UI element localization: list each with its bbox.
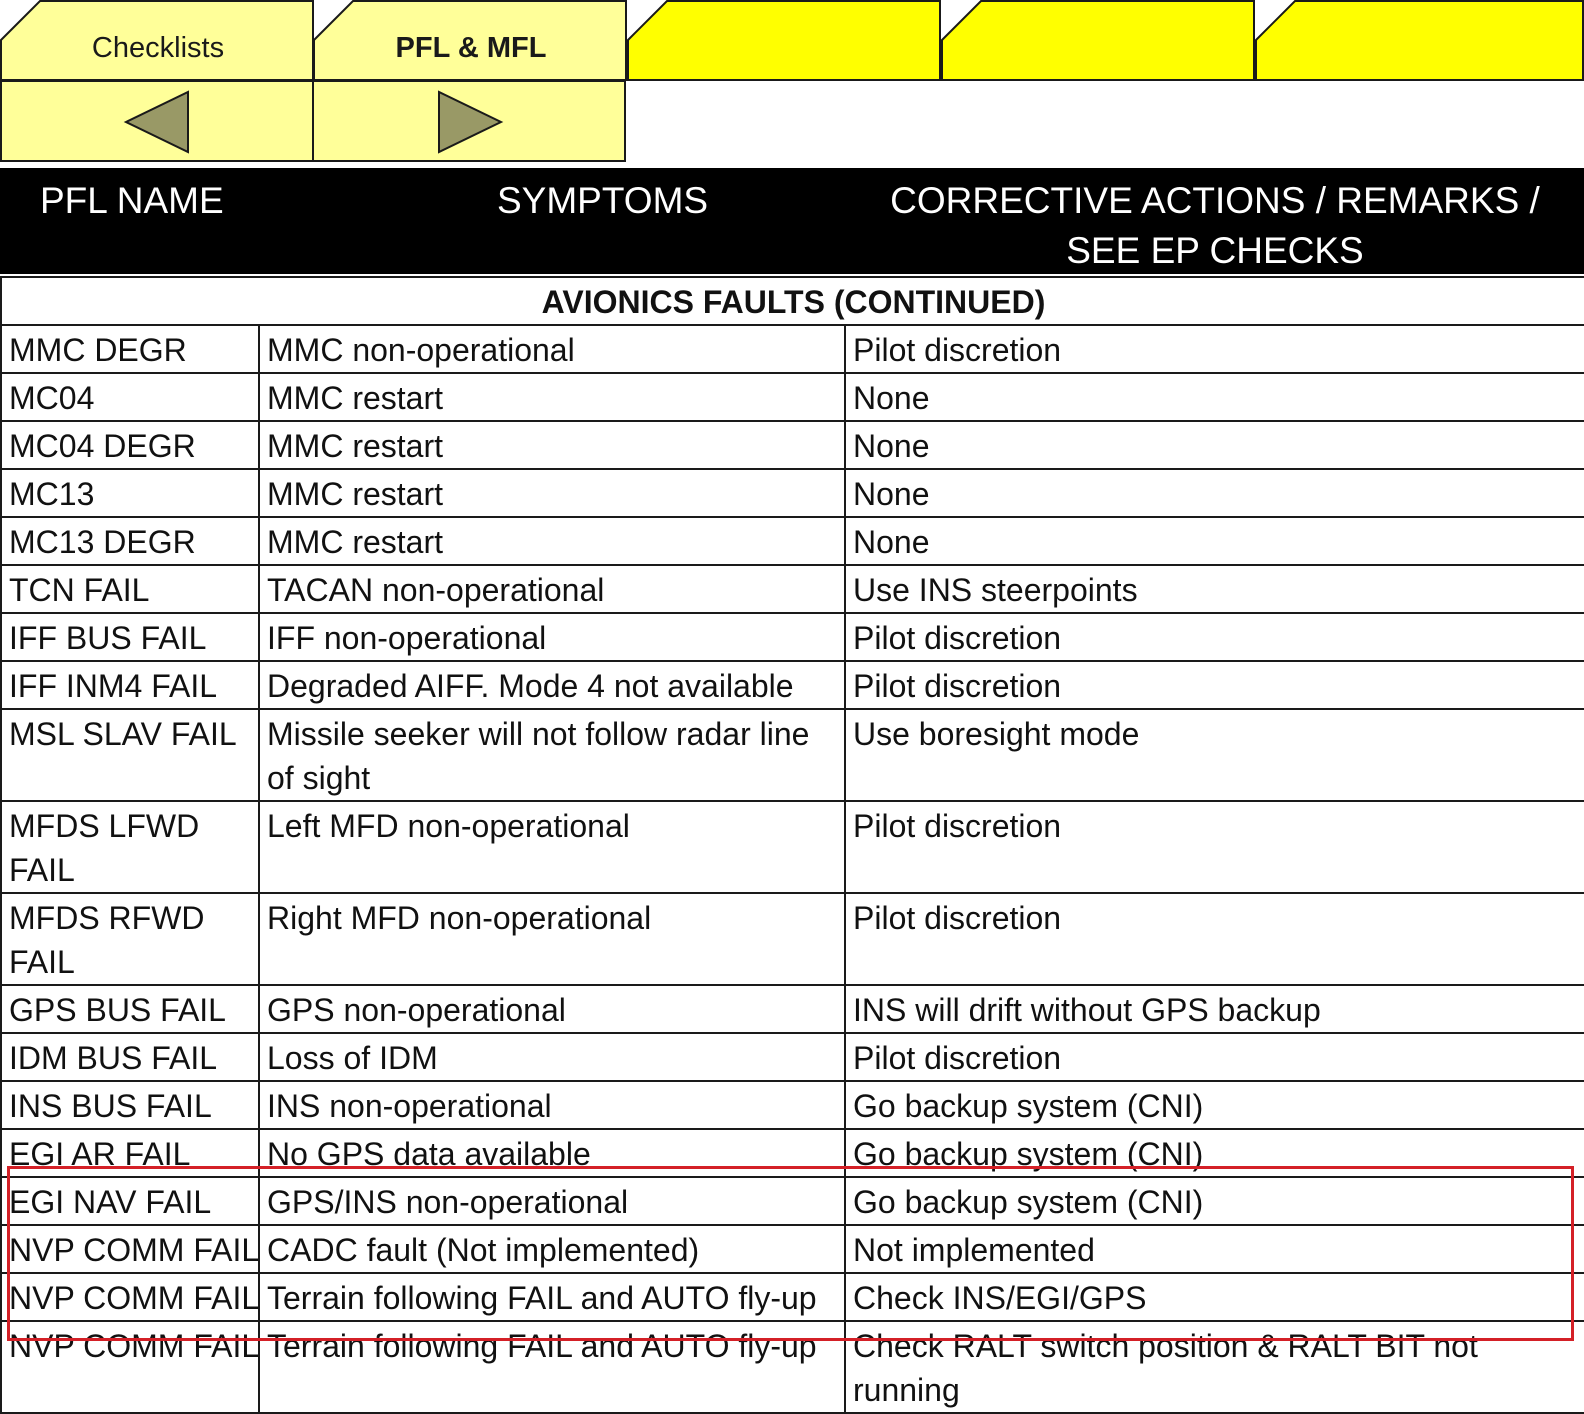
action-cell: None (845, 469, 1584, 517)
action-cell: Pilot discretion (845, 1033, 1584, 1081)
pfl-name-cell: MFDS LFWD FAIL (1, 801, 259, 893)
table-row (1, 469, 1584, 517)
symptom-cell: Right MFD non-operational (259, 893, 845, 985)
action-cell: Pilot discretion (845, 893, 1584, 985)
table-row (1, 1129, 1584, 1177)
pfl-name-cell: GPS BUS FAIL (1, 985, 259, 1033)
action-cell: INS will drift without GPS backup (845, 985, 1584, 1033)
tab-label: Checklists (91, 32, 225, 64)
tab-blank-3[interactable] (627, 0, 943, 82)
symptom-cell: Left MFD non-operational (259, 801, 845, 893)
pfl-name-cell: NVP COMM FAIL (1, 1321, 259, 1413)
action-cell: Use INS steerpoints (845, 565, 1584, 613)
table-row (1, 565, 1584, 613)
action-cell: Pilot discretion (845, 801, 1584, 893)
action-cell: Pilot discretion (845, 325, 1584, 373)
section-title: AVIONICS FAULTS (CONTINUED) (1, 277, 1584, 325)
tab-blank-4[interactable] (941, 0, 1257, 82)
action-cell: Not implemented (845, 1225, 1584, 1273)
table-row (1, 1225, 1584, 1273)
header-corrective-actions: CORRECTIVE ACTIONS / REMARKS / SEE EP CHECKS (890, 180, 1540, 271)
tab-checklists[interactable] (0, 0, 316, 82)
symptom-cell: MMC restart (259, 517, 845, 565)
symptom-cell: Missile seeker will not follow radar line of sight (259, 709, 845, 801)
header-pfl-name: PFL NAME (40, 180, 224, 221)
symptom-cell: INS non-operational (259, 1081, 845, 1129)
table-row (1, 709, 1584, 801)
pfl-name-cell: MC13 DEGR (1, 517, 259, 565)
action-cell: Go backup system (CNI) (845, 1129, 1584, 1177)
symptom-cell: Loss of IDM (259, 1033, 845, 1081)
pfl-name-cell: EGI NAV FAIL (1, 1177, 259, 1225)
table-row (1, 985, 1584, 1033)
table-row (1, 1321, 1584, 1413)
table-row (1, 1273, 1584, 1321)
action-cell: Pilot discretion (845, 661, 1584, 709)
pfl-name-cell: MC04 (1, 373, 259, 421)
symptom-cell: TACAN non-operational (259, 565, 845, 613)
table-row (1, 517, 1584, 565)
symptom-cell: No GPS data available (259, 1129, 845, 1177)
pfl-name-cell: MSL SLAV FAIL (1, 709, 259, 801)
symptom-cell: Terrain following FAIL and AUTO fly-up (259, 1321, 845, 1413)
pfl-name-cell: NVP COMM FAIL (1, 1273, 259, 1321)
pfl-name-cell: MMC DEGR (1, 325, 259, 373)
tab-label: PFL & MFL (395, 32, 547, 64)
pfl-name-cell: TCN FAIL (1, 565, 259, 613)
action-cell: Go backup system (CNI) (845, 1177, 1584, 1225)
pfl-name-cell: IFF INM4 FAIL (1, 661, 259, 709)
action-cell: None (845, 421, 1584, 469)
action-cell: Check RALT switch position & RALT BIT not running (845, 1321, 1584, 1413)
symptom-cell: MMC restart (259, 373, 845, 421)
pfl-name-cell: EGI AR FAIL (1, 1129, 259, 1177)
table-row (1, 1081, 1584, 1129)
right-triangle-icon (314, 82, 628, 164)
symptom-cell: IFF non-operational (259, 613, 845, 661)
tab-bar (0, 0, 1584, 82)
pfl-name-cell: INS BUS FAIL (1, 1081, 259, 1129)
action-cell: None (845, 517, 1584, 565)
pfl-name-cell: MC13 (1, 469, 259, 517)
action-cell: Pilot discretion (845, 613, 1584, 661)
symptom-cell: GPS non-operational (259, 985, 845, 1033)
table-row (1, 325, 1584, 373)
tab-shape (941, 0, 1257, 82)
symptom-cell: MMC restart (259, 421, 845, 469)
pfl-name-cell: MC04 DEGR (1, 421, 259, 469)
table-row (1, 801, 1584, 893)
pfl-name-cell: NVP COMM FAIL (1, 1225, 259, 1273)
pfl-name-cell: MFDS RFWD FAIL (1, 893, 259, 985)
symptom-cell: Terrain following FAIL and AUTO fly-up (259, 1273, 845, 1321)
action-cell: Go backup system (CNI) (845, 1081, 1584, 1129)
tab-shape (1255, 0, 1584, 82)
tab-pfl-mfl[interactable] (313, 0, 629, 82)
previous-page-button[interactable] (0, 80, 314, 162)
tab-blank-5[interactable] (1255, 0, 1584, 82)
table-row (1, 421, 1584, 469)
section-header-row (1, 277, 1584, 325)
left-triangle-icon (2, 82, 316, 164)
table-row (1, 613, 1584, 661)
symptom-cell: GPS/INS non-operational (259, 1177, 845, 1225)
table-row (1, 373, 1584, 421)
action-cell: Check INS/EGI/GPS (845, 1273, 1584, 1321)
column-header-bar (0, 168, 1584, 274)
table-row (1, 1177, 1584, 1225)
action-cell: None (845, 373, 1584, 421)
pfl-name-cell: IDM BUS FAIL (1, 1033, 259, 1081)
table-row (1, 1033, 1584, 1081)
tab-shape (627, 0, 943, 82)
symptom-cell: MMC non-operational (259, 325, 845, 373)
action-cell: Use boresight mode (845, 709, 1584, 801)
symptom-cell: MMC restart (259, 469, 845, 517)
pfl-name-cell: IFF BUS FAIL (1, 613, 259, 661)
table-row (1, 893, 1584, 985)
avionics-faults-table (0, 276, 1584, 1414)
next-page-button[interactable] (312, 80, 626, 162)
header-symptoms: SYMPTOMS (497, 180, 709, 221)
symptom-cell: CADC fault (Not implemented) (259, 1225, 845, 1273)
table-row (1, 661, 1584, 709)
symptom-cell: Degraded AIFF. Mode 4 not available (259, 661, 845, 709)
